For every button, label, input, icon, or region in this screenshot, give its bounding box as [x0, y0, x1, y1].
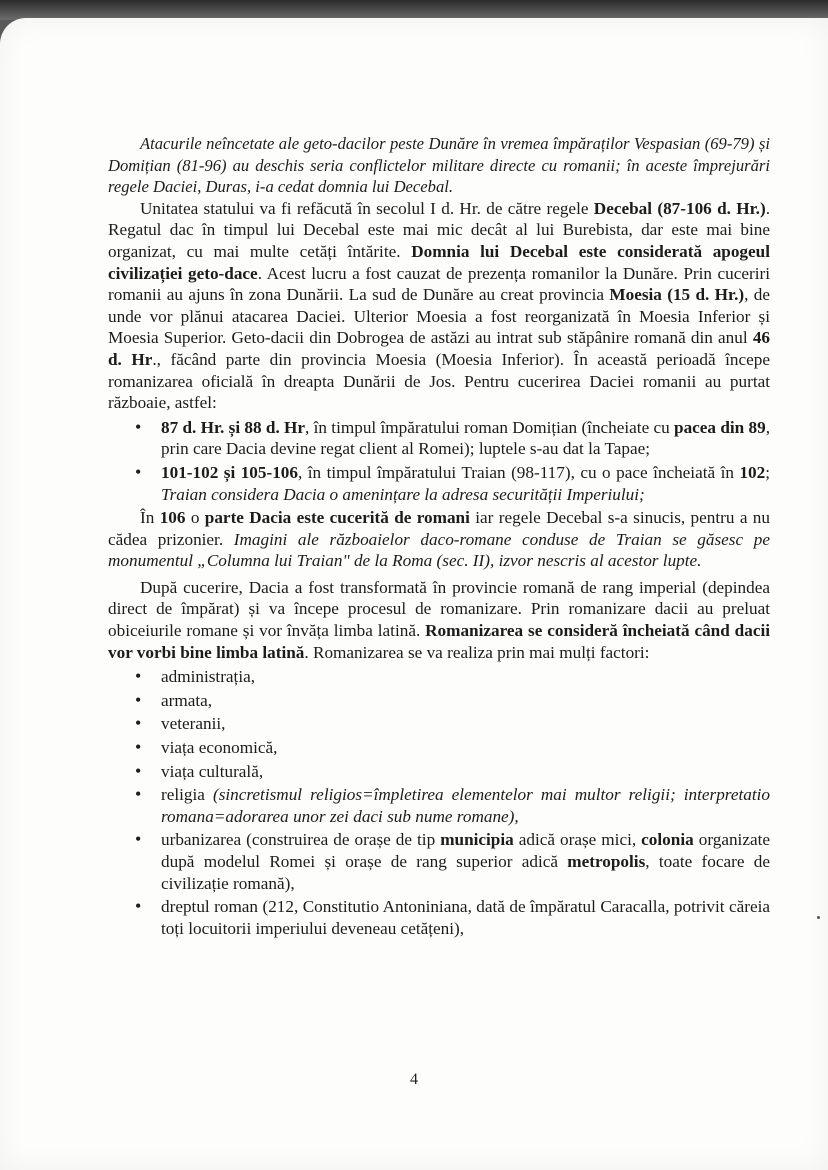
text-run: , în timpul împăratului Traian (98-117), cu o pace încheiată în [298, 462, 740, 482]
list-item [161, 829, 770, 894]
text-run: ., făcând parte din provincia Moesia (Moesia Inferior). În această perioadă începe romanizarea oficială în dreapta Dunării de Jos. Pentru cucerirea Daciei romanii au purtat războaie, astfel: [108, 349, 770, 413]
scan-top-edge [0, 0, 828, 20]
list-item: • administrația, [161, 666, 770, 688]
scan-speck [817, 916, 820, 919]
text-run: organizate după modelul Romei și orașe de rang superior adică [161, 830, 770, 871]
document-page [0, 18, 828, 1170]
bold-run: metropolis [567, 852, 646, 871]
text-run: religia [161, 785, 213, 805]
bold-run: municipia [440, 830, 514, 850]
italic-run: Traian considera Dacia o amenințare la adresa securității Imperiului; [161, 484, 645, 504]
list-item [161, 417, 770, 460]
factors-list [108, 666, 770, 782]
bold-run: Decebal (87-106 d. Hr.) [593, 198, 766, 218]
text-run: o [185, 508, 205, 528]
text-run: În [140, 508, 160, 528]
text-run: Unitatea statului va fi refăcută în secolul I d. Hr. de către regele [140, 198, 594, 218]
list-item: • viața culturală, [161, 761, 770, 783]
page-number: 4 [410, 1071, 418, 1088]
text-run: . Acest lucru a fost cauzat de prezența romanilor la Dunăre. Prin cuceriri romanii au ajuns în zona Dunării. La sud de Dunăre au creat provincia [108, 263, 771, 305]
text-run: iar regele Decebal s-a sinucis, pentru a nu cădea prizonier. [108, 508, 770, 549]
wars-list [108, 417, 770, 505]
text-run: . Romanizarea se va realiza prin mai mulți factori: [304, 642, 650, 662]
bold-run: 106 [159, 508, 186, 528]
list-item: • viața economică, [161, 737, 770, 759]
factors-list-cont [108, 784, 770, 939]
text-run: adică orașe mici, [513, 830, 642, 850]
text-run: , de unde vor plănui atacarea Daciei. Ulterior Moesia a fost reorganizată în Moesia Inferior și Moesia Superior. Geto-dacii din Dobrogea de astăzi au intrat sub stăpânire romană din anul [108, 285, 770, 348]
paragraph-decebal [108, 198, 770, 414]
italic-run: (sincretismul religios=împletirea elementelor mai multor religii; interpretatio romana=adorarea unor zei daci sub nume romane), [161, 785, 770, 826]
bold-run: 87 d. Hr. și 88 d. Hr [161, 417, 306, 437]
text-run: După cucerire, Dacia a fost transformată în provincie romană de rang imperial (depindea direct de împărat) și va începe procesul de romanizare. Prin romanizare dacii au preluat obiceiurile romane și vor învăța limba latină. [108, 577, 770, 641]
italic-run: Imagini ale războaielor daco-romane conduse de Traian se găsesc pe monumentul „Columna lui Traian" de la Roma (sec. II), izvor nescris al acestor lupte. [108, 529, 770, 571]
bold-run: parte Dacia este cucerită de romani [204, 508, 470, 528]
list-item: • dreptul roman (212, Constitutio Antoniniana, dată de împăratul Caracalla, potrivit căreia toți locuitorii imperiului deveneau cetățeni), [161, 896, 770, 939]
text-run: , prin care Dacia devine regat client al Romei); luptele s-au dat la Tapae; [161, 417, 770, 459]
list-item: • armata, [161, 690, 770, 712]
text-run: urbanizarea (construirea de orașe de tip [161, 830, 441, 850]
text-run: , toate focare de civilizație romană), [161, 852, 770, 893]
bold-run: Romanizarea se consideră încheiată când dacii vor vorbi bine limba latină [108, 621, 771, 662]
bold-run: 102 [739, 462, 766, 482]
paragraph-romanization [108, 577, 770, 663]
list-item: • veteranii, [161, 713, 770, 735]
bold-run: pacea din 89 [674, 417, 766, 437]
text-run: ; [765, 462, 770, 482]
page-content [108, 133, 770, 941]
bold-run: 46 d. Hr [108, 328, 770, 369]
intro-paragraph: Atacurile neîncetate ale geto-dacilor peste Dunăre în vremea împăraților Vespasian (69-79) și Domițian (81-96) au deschis seria conflictelor militare directe cu romanii; în aceste împrejurări regele Daciei, Duras, i-a cedat domnia lui Decebal. [108, 134, 770, 197]
text-run: . Regatul dac în timpul lui Decebal este mai mic decât al lui Burebista, dar este mai bine organizat, cu mai multe cetăți întărite. [108, 198, 770, 261]
list-item [161, 784, 770, 827]
bold-run: colonia [641, 830, 694, 850]
bold-run: 101-102 și 105-106 [161, 462, 298, 482]
text-run: , în timpul împăratului roman Domițian (încheiate cu [305, 417, 675, 437]
bold-run: Moesia (15 d. Hr.) [609, 285, 745, 305]
list-item [161, 462, 770, 505]
paragraph-conquest [108, 507, 770, 572]
bold-run: Domnia lui Decebal este considerată apogeul civilizației geto-dace [108, 241, 770, 283]
